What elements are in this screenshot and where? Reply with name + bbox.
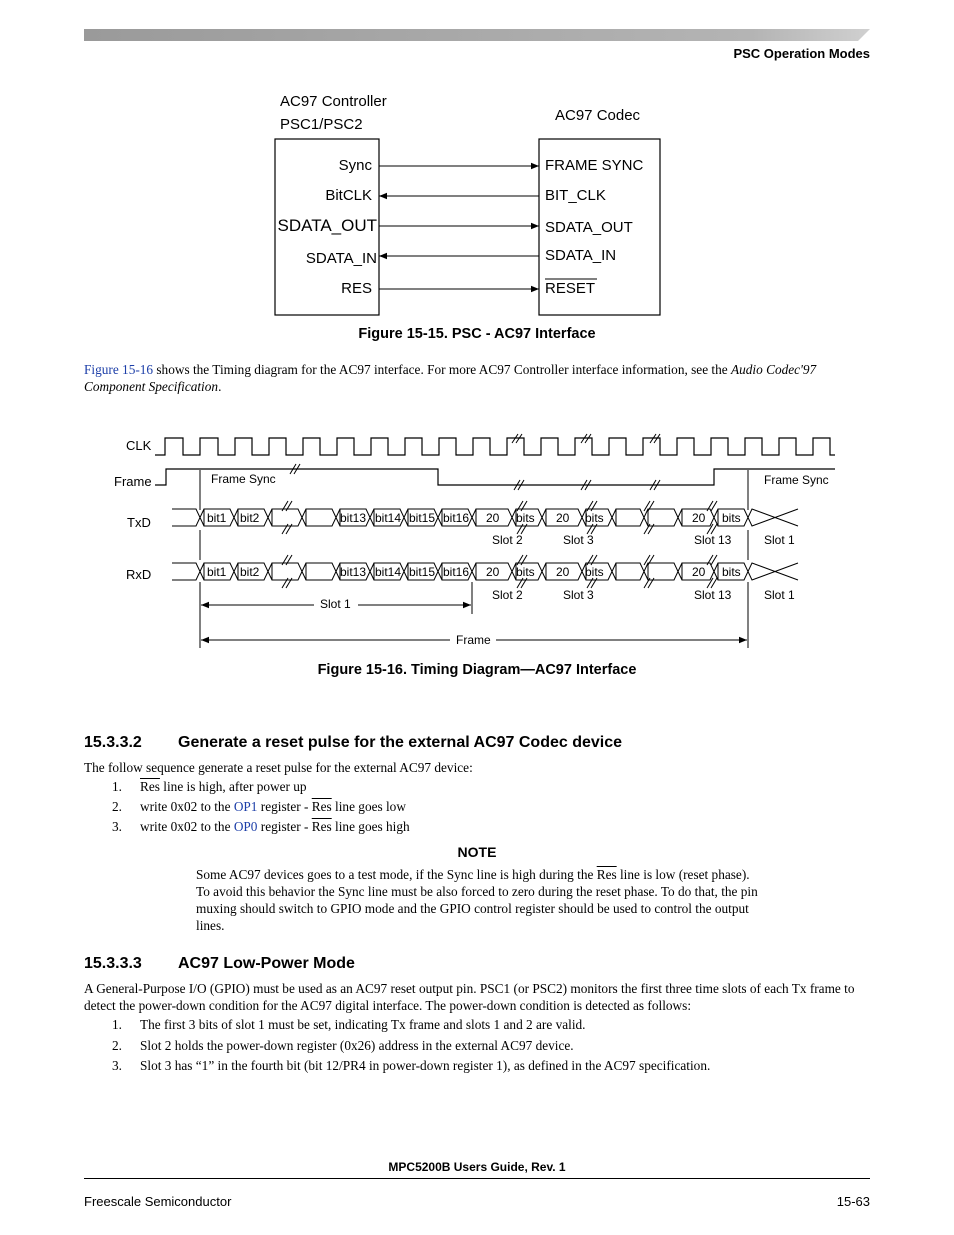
tx-slot1-label: Slot 1: [764, 533, 795, 547]
rx-slot3-bits: bits: [585, 565, 604, 579]
reset-intro: The follow sequence generate a reset pulse for the external AC97 device:: [84, 760, 473, 775]
rx-bit16: bit16: [443, 565, 470, 579]
signal-label-frame: Frame: [114, 474, 152, 489]
rx-slot2-bits: bits: [516, 565, 535, 579]
note-body: Some AC97 devices goes to a test mode, if the Sync line is high during the $\overline{Res}$ line is low (reset phase). To avoid this behavior the Sync line must be also forced to zero during the reset phase. To do that, the pin muxing should switch to GPIO mode and the GPIO control register should be used to control the output lines.: [196, 867, 758, 933]
tx-slot13-label: Slot 13: [694, 533, 732, 547]
slot1-span-label: Slot 1: [320, 597, 351, 611]
figure-15-16-timing-diagram: [0, 420, 954, 660]
reset-step-3: 3. write 0x02 to the OP0 register - $\overline{Res}$ line goes high: [112, 819, 410, 834]
tx-bit1: bit1: [207, 511, 227, 525]
signal-label-rxd: RxD: [126, 567, 152, 582]
figure-15-16-link[interactable]: Figure 15-16: [84, 362, 154, 377]
right-signal-reset: RESET: [545, 280, 596, 297]
rx-slot13-count: 20: [692, 565, 706, 579]
frame-sync-label: Frame Sync: [211, 472, 276, 486]
op0-link[interactable]: OP0: [233, 819, 258, 834]
tx-slot2-count: 20: [486, 511, 500, 525]
frame-sync-label-2: Frame Sync: [764, 473, 829, 487]
tx-bit16: bit16: [443, 511, 470, 525]
rx-slot1-label: Slot 1: [764, 588, 795, 602]
footer-doc-title: MPC5200B Users Guide, Rev. 1: [388, 1160, 566, 1174]
footer-page-number: 15-63: [836, 1194, 870, 1209]
codec-label: AC97 Codec: [555, 107, 641, 124]
rx-bit13: bit13: [340, 565, 367, 579]
tx-bit15: bit15: [409, 511, 436, 525]
header-section-title: PSC Operation Modes: [733, 46, 870, 61]
controller-psc-label: PSC1/PSC2: [280, 116, 363, 133]
left-signal-sync: Sync: [338, 157, 372, 174]
left-signal-bitclk: BitCLK: [325, 187, 372, 204]
tx-slot3-bits: bits: [585, 511, 604, 525]
note-title: NOTE: [457, 844, 497, 860]
right-signal-sdata-out: SDATA_OUT: [545, 219, 633, 236]
tx-slot2-bits: bits: [516, 511, 535, 525]
figure-15-16-caption: Figure 15-16. Timing Diagram—AC97 Interface: [317, 662, 637, 678]
figure-15-15-caption: Figure 15-15. PSC - AC97 Interface: [358, 326, 596, 342]
tx-slot13-count: 20: [692, 511, 706, 525]
right-signal-bit-clk: BIT_CLK: [545, 187, 606, 204]
rx-slot3-label: Slot 3: [563, 588, 594, 602]
footer-company: Freescale Semiconductor: [84, 1194, 232, 1209]
tx-slot13-bits: bits: [722, 511, 741, 525]
reset-step-2: 2. write 0x02 to the OP1 register - $\overline{Res}$ line goes low: [112, 799, 406, 814]
figure-15-15-diagram: [0, 0, 954, 330]
clk-waveform: [155, 438, 835, 455]
tx-slot3-count: 20: [556, 511, 570, 525]
left-signal-sdata-out: SDATA_OUT: [277, 216, 377, 235]
section-heading-low-power: 15.3.3.3 AC97 Low-Power Mode: [84, 955, 355, 972]
tx-bit14: bit14: [375, 511, 402, 525]
tx-slot2-label: Slot 2: [492, 533, 523, 547]
tx-bit13: bit13: [340, 511, 367, 525]
intro-paragraph: Figure 15-16 shows the Timing diagram for the AC97 interface. For more AC97 Controller interface information, see the Audio Codec'97 Component Specification.: [84, 362, 817, 394]
rx-bit14: bit14: [375, 565, 402, 579]
rx-slot13-bits: bits: [722, 565, 741, 579]
rx-bit1: bit1: [207, 565, 227, 579]
rx-slot2-label: Slot 2: [492, 588, 523, 602]
section-heading-reset-pulse: 15.3.3.2 Generate a reset pulse for the external AC97 Codec device: [84, 734, 623, 751]
frame-span-label: Frame: [456, 633, 491, 647]
tx-bit2: bit2: [240, 511, 260, 525]
rx-bit2: bit2: [240, 565, 260, 579]
left-signal-res: RES: [341, 280, 372, 297]
rx-slot2-count: 20: [486, 565, 500, 579]
op1-link[interactable]: OP1: [233, 799, 258, 814]
signal-label-txd: TxD: [127, 515, 151, 530]
reset-step-1: 1. $\overline{Res}$ line is high, after power up: [112, 779, 307, 794]
rx-bit15: bit15: [409, 565, 436, 579]
low-power-step-1: 1. The first 3 bits of slot 1 must be set, indicating Tx frame and slots 1 and 2 are valid.: [112, 1017, 586, 1032]
signal-label-clk: CLK: [126, 438, 152, 453]
right-signal-frame-sync: FRAME SYNC: [545, 157, 644, 174]
rx-slot13-label: Slot 13: [694, 588, 732, 602]
right-signal-sdata-in: SDATA_IN: [545, 247, 617, 264]
footer-rule: [84, 1178, 870, 1179]
low-power-step-2: 2. Slot 2 holds the power-down register (0x26) address in the external AC97 device.: [112, 1038, 574, 1053]
rx-slot3-count: 20: [556, 565, 570, 579]
tx-slot3-label: Slot 3: [563, 533, 594, 547]
controller-label: AC97 Controller: [280, 93, 387, 110]
left-signal-sdata-in: SDATA_IN: [305, 250, 377, 267]
low-power-step-3: 3. Slot 3 has “1” in the fourth bit (bit 12/PR4 in power-down register 1), as defined in the AC97 specification.: [112, 1058, 711, 1073]
low-power-intro: A General-Purpose I/O (GPIO) must be used as an AC97 reset output pin. PSC1 (or PSC2) monitors the first three time slots of each Tx frame to detect the power-down condition for the AC97 digital interface. The power-down condition is detected as follows:: [84, 981, 855, 1013]
